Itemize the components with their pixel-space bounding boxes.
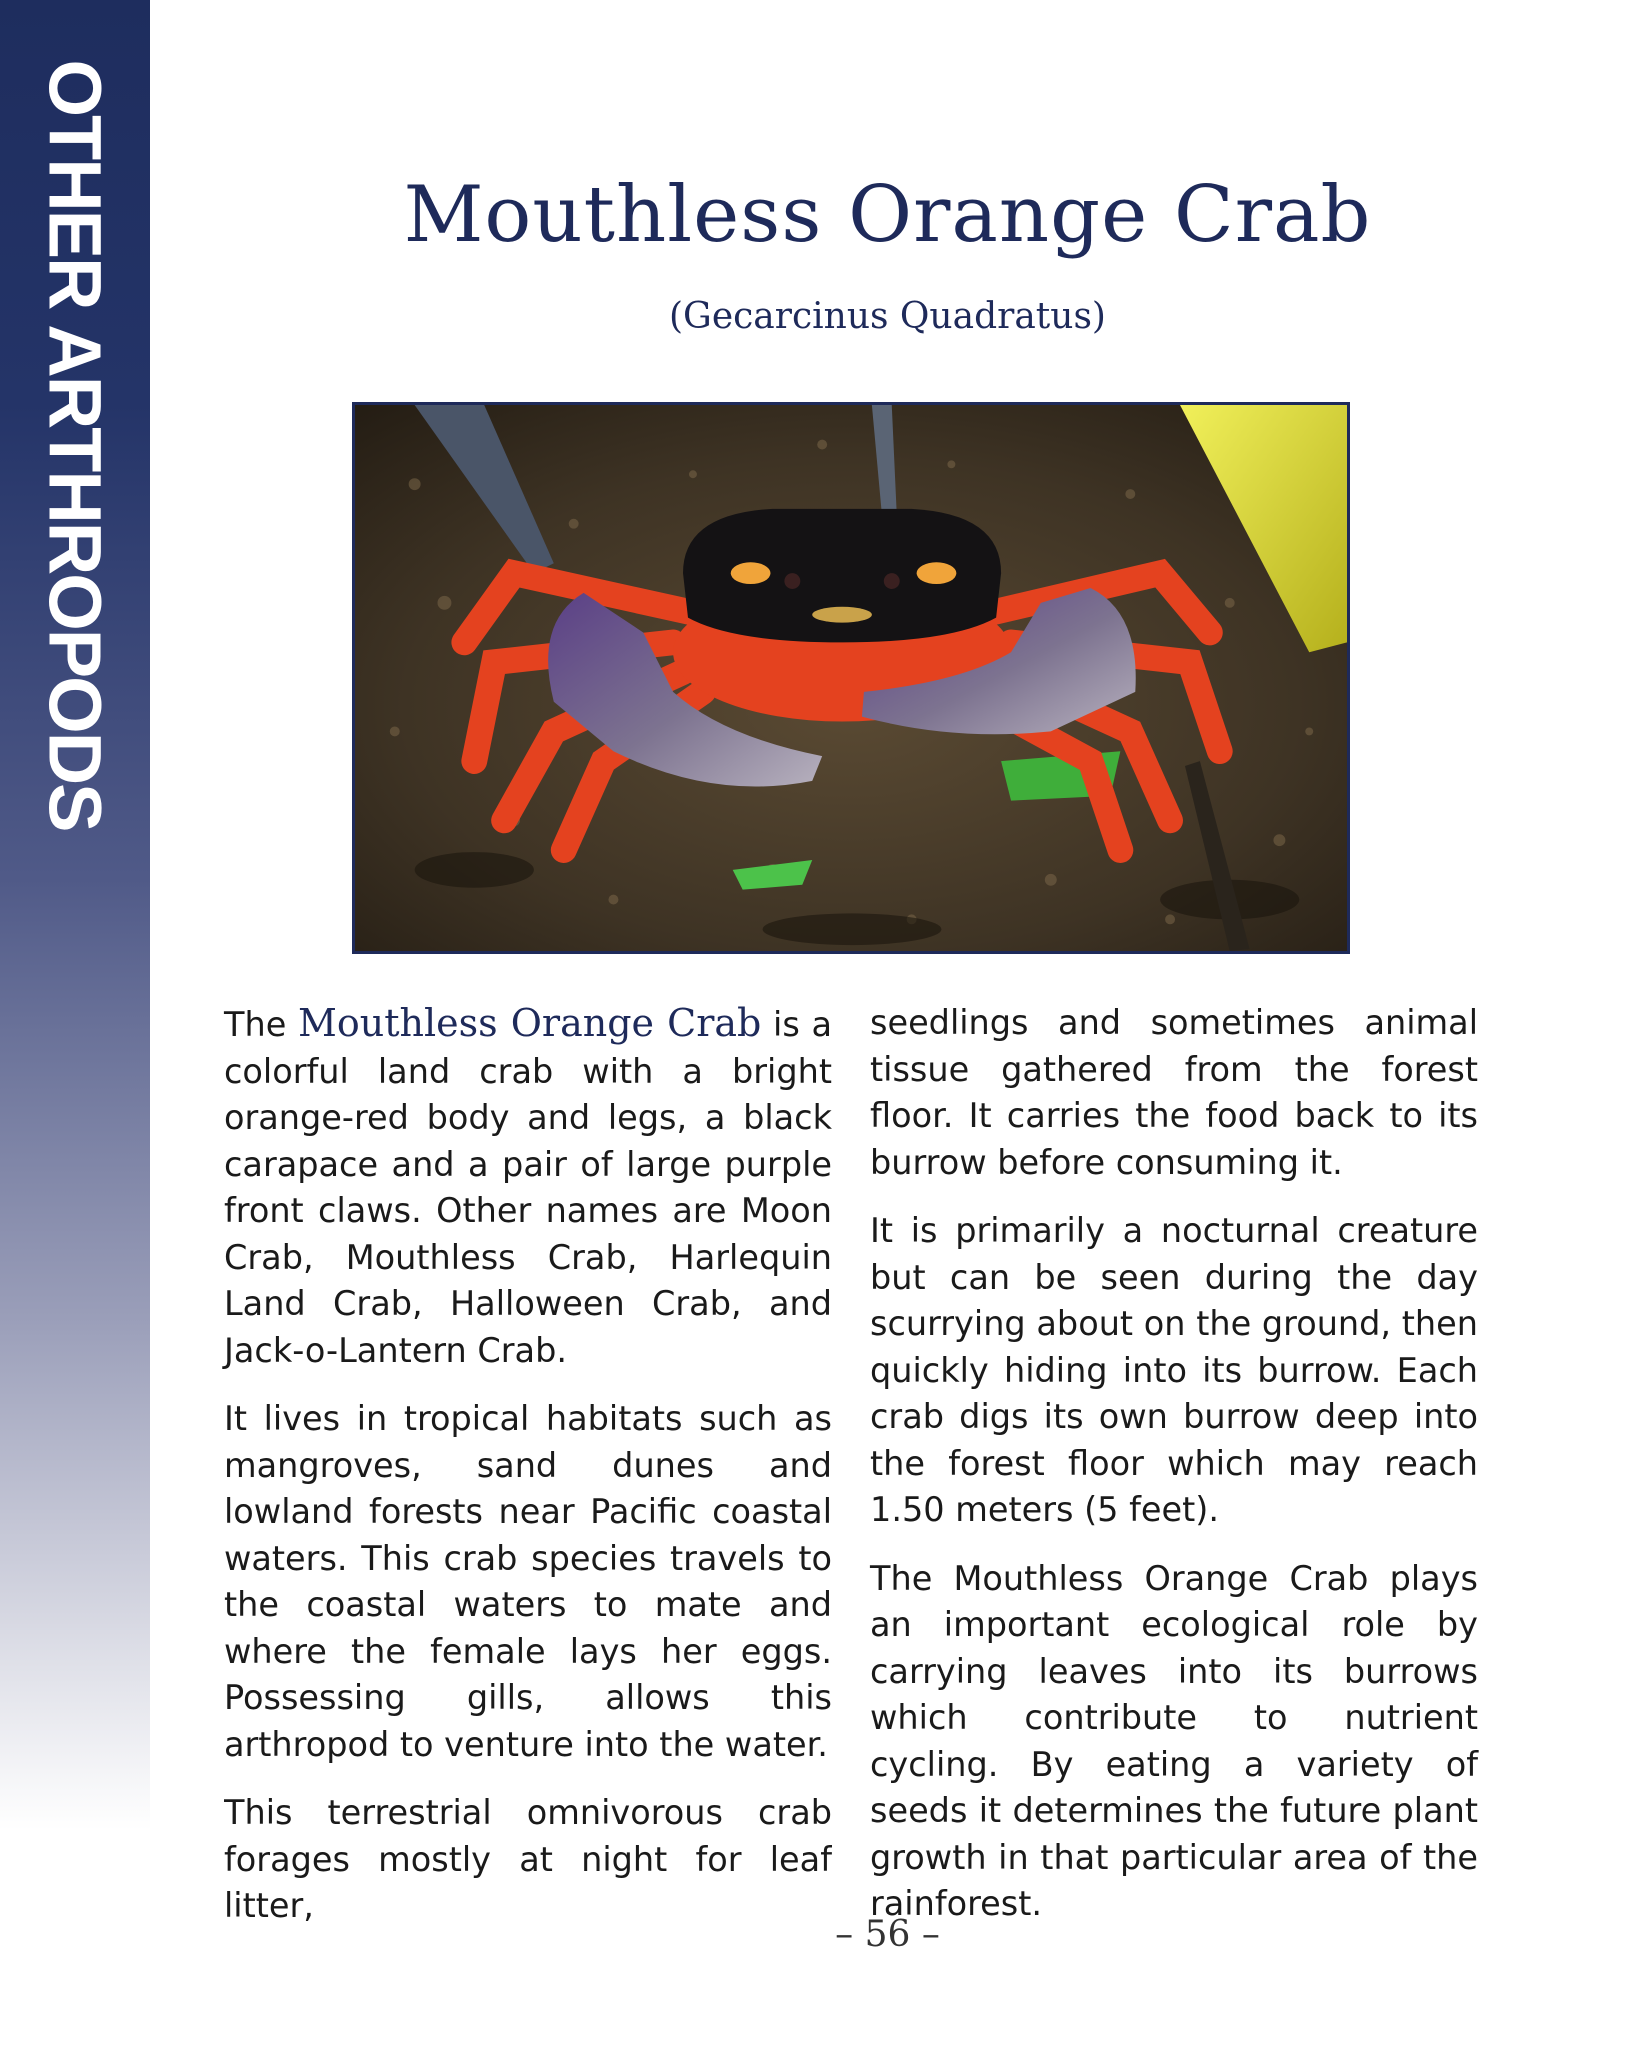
paragraph-behavior: It is primarily a nocturnal creature but can be seen during the day scurrying about on the ground, then quickly hiding into its burrow. Each crab digs its own burrow deep into the forest floor which may reach 1.50 meters (5 feet). [870, 1211, 1478, 1529]
page-number: – 56 – [835, 1914, 940, 1955]
paragraph-diet-continued: seedlings and sometimes animal tissue gathered from the forest floor. It carries the food back to its burrow before consuming it. [870, 1003, 1478, 1182]
crab-illustration [355, 405, 1347, 951]
text-column-right [870, 1000, 1478, 1950]
paragraph-ecology: The Mouthless Orange Crab plays an important ecological role by carrying leaves into its burrows which contribute to nutrient cycling. By eating a variety of seeds it determines the future plant growth in that particular area of the rainforest. [870, 1558, 1478, 1923]
intro-rest-text: is a colorful land crab with a bright orange-red body and legs, a black carapace and a pair of large purple front claws. Other names are Moon Crab, Mouthless Crab, Harlequin Land Crab, Halloween Crab, and Jack-o-Lantern Crab. [224, 1005, 832, 1370]
sidebar-band [0, 0, 150, 1830]
species-name-inline: Mouthless Orange Crab [298, 1001, 762, 1045]
paragraph-diet: This terrestrial omnivorous crab forages mostly at night for leaf litter, [224, 1793, 832, 1925]
crab-photo [352, 402, 1350, 954]
text-column-left [224, 1000, 832, 1930]
section-label: OTHER ARTHROPODS [33, 59, 117, 831]
scientific-name: (Gecarcinus Quadratus) [669, 296, 1106, 337]
paragraph-intro [224, 1000, 832, 1374]
intro-lead-text: The [224, 1005, 287, 1044]
page-title: Mouthless Orange Crab [403, 170, 1372, 260]
paragraph-habitat: It lives in tropical habitats such as mangroves, sand dunes and lowland forests near Pacific coastal waters. This crab species travels to the coastal waters to mate and where the female lays her eggs. Possessing gills, allows this arthropod to venture into the water. [224, 1399, 832, 1764]
